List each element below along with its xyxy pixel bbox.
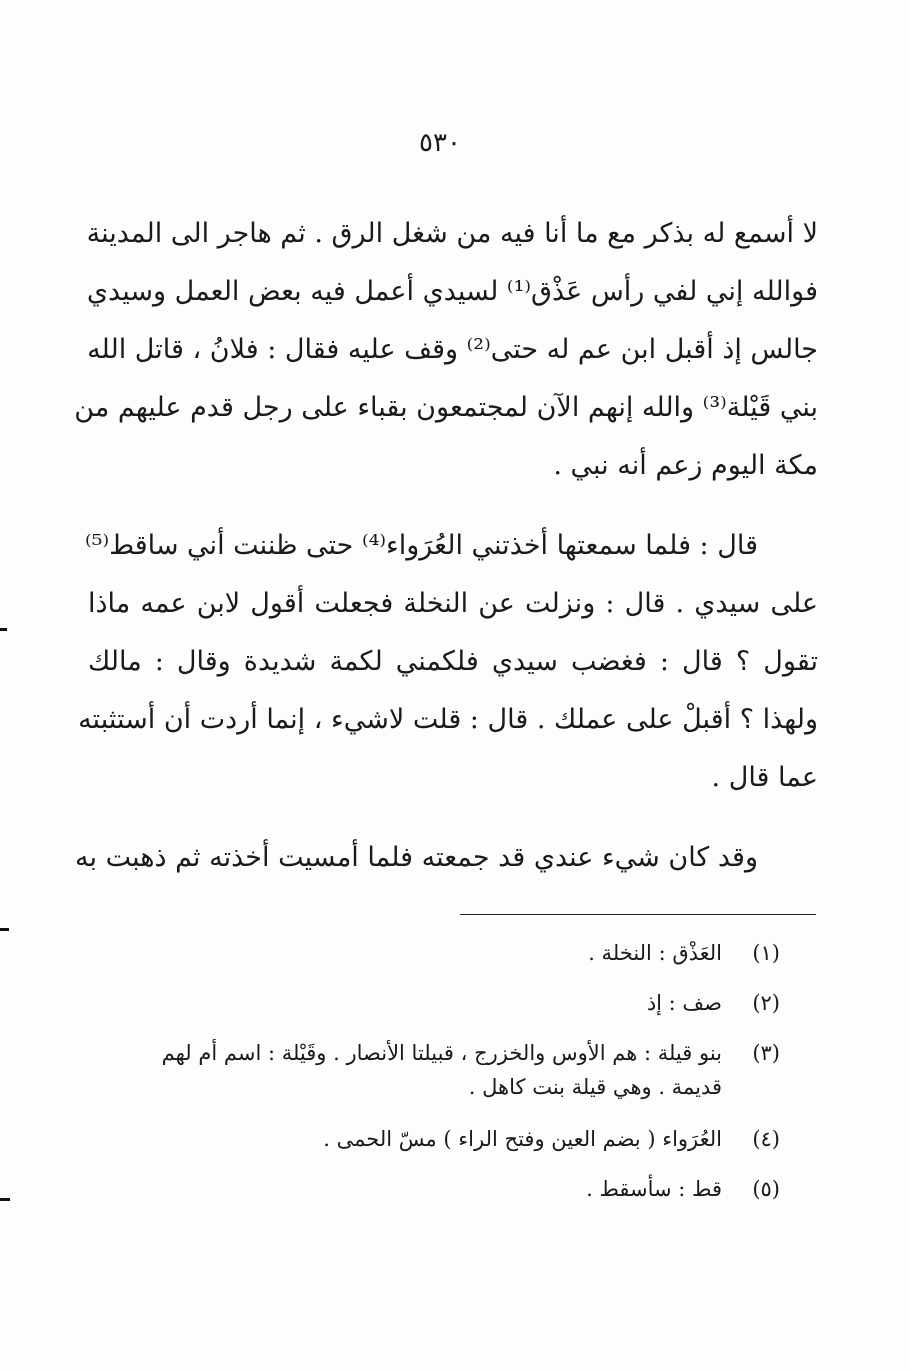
main-text bbox=[74, 205, 818, 887]
footnotes bbox=[88, 928, 780, 1214]
scan-edge-mark bbox=[0, 928, 9, 931]
text-line: لا أسمع له بذكر مع ما أنا فيه من شغل الرق . ثم هاجر الى المدينة bbox=[86, 218, 818, 249]
text-line: جالس إذ أقبل ابن عم له حتى⁽²⁾ وقف عليه فقال : فلانُ ، قاتل الله bbox=[87, 334, 818, 365]
scan-edge-mark bbox=[0, 628, 7, 631]
paragraph-gap bbox=[88, 807, 818, 829]
footnote-number: (٢) bbox=[752, 991, 780, 1015]
footnote bbox=[88, 928, 780, 978]
footnote-number: (٣) bbox=[752, 1041, 780, 1065]
footnote bbox=[88, 1028, 780, 1114]
footnote bbox=[88, 978, 780, 1028]
footnote-number: (١) bbox=[752, 941, 780, 965]
footnote-number: (٥) bbox=[752, 1177, 780, 1201]
footnote-text: قط : سأسقط . bbox=[586, 1177, 722, 1201]
footnote bbox=[88, 1114, 780, 1164]
scan-edge-mark bbox=[0, 1198, 10, 1201]
text-line: قال : فلما سمعتها أخذتني العُرَواء⁽⁴⁾ حتى ظننت أني ساقط⁽⁵⁾ bbox=[84, 530, 758, 561]
footnote-text: صف : إذ bbox=[646, 991, 722, 1015]
footnote-number: (٤) bbox=[752, 1127, 780, 1151]
footnote-text bbox=[88, 1036, 722, 1104]
footnote-text: العُرَواء ( بضم العين وفتح الراء ) مسّ الحمى . bbox=[323, 1127, 722, 1151]
text-line: تقول ؟ قال : فغضب سيدي فلكمني لكمة شديدة وقال : مالك bbox=[88, 646, 818, 677]
footnote-separator bbox=[460, 914, 816, 915]
text-line: ولهذا ؟ أقبلْ على عملك . قال : قلت لاشيء ، إنما أردت أن أستثبته bbox=[78, 704, 818, 735]
page-number: ٥٣٠ bbox=[419, 128, 461, 158]
text-line: على سيدي . قال : ونزلت عن النخلة فجعلت أقول لابن عمه ماذا bbox=[88, 588, 818, 619]
footnote-text: العَذْق : النخلة . bbox=[588, 941, 722, 965]
text-line: فوالله إني لفي رأس عَذْق⁽¹⁾ لسيدي أعمل فيه بعض العمل وسيدي bbox=[86, 276, 818, 307]
text-line: وقد كان شيء عندي قد جمعته فلما أمسيت أخذته ثم ذهبت به bbox=[75, 842, 758, 873]
text-line: بني قَيْلة⁽³⁾ والله إنهم الآن لمجتمعون بقباء على رجل قدم عليهم من bbox=[74, 392, 818, 423]
footnote bbox=[88, 1164, 780, 1214]
text-line: عما قال . bbox=[711, 762, 818, 793]
text-line: مكة اليوم زعم أنه نبي . bbox=[553, 450, 818, 481]
paragraph-gap bbox=[88, 495, 818, 517]
footnote-line: بنو قيلة : هم الأوس والخزرج ، قبيلتا الأنصار . وقَيْلة : اسم أم لهم bbox=[161, 1041, 722, 1065]
footnote-line: قديمة . وهي قيلة بنت كاهل . bbox=[468, 1075, 722, 1099]
